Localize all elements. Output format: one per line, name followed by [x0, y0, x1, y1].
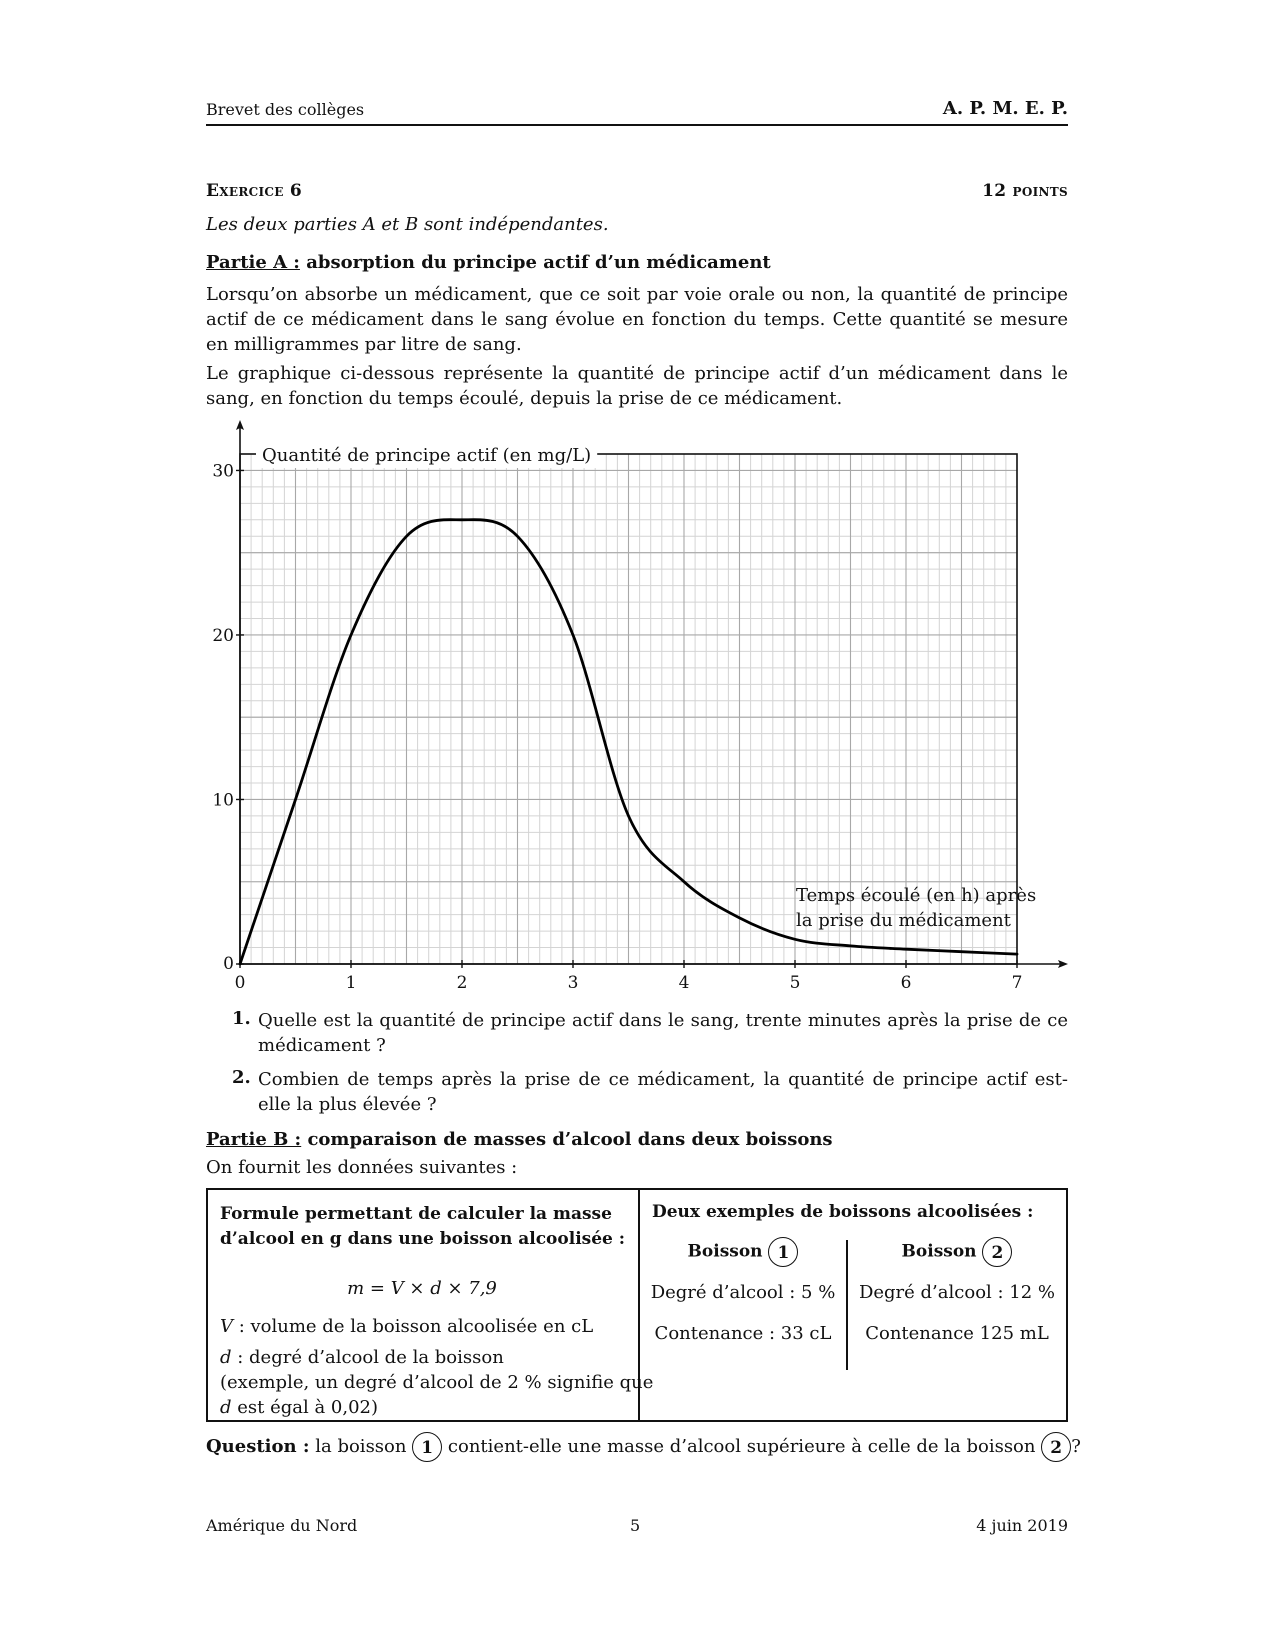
- formula-d-def: [220, 1347, 504, 1368]
- y-tick-label: 0: [223, 954, 234, 974]
- footer-right: 4 juin 2019: [976, 1516, 1068, 1535]
- drink-1-title: [640, 1237, 846, 1267]
- x-tick-label: 1: [345, 973, 357, 993]
- drink-2-number-badge: 2: [982, 1237, 1012, 1267]
- partB-question-label: Question :: [206, 1436, 310, 1457]
- partA-paragraph-2: Le graphique ci-dessous représente la quantité de principe actif d’un médicament dans le sang, en fonction du temps écoulé, depuis la prise de ce médicament.: [206, 363, 1068, 409]
- x-tick-label: 0: [234, 973, 246, 993]
- exercise-points: 12 points: [982, 181, 1068, 201]
- drink-2-label: Boisson: [901, 1241, 977, 1262]
- drink-1-number-badge: 1: [768, 1237, 798, 1267]
- y-tick-label: 10: [212, 790, 234, 811]
- footer-page-number: 5: [630, 1516, 641, 1535]
- partB-heading: [206, 1129, 833, 1150]
- drinks-heading: Deux exemples de boissons alcoolisées :: [652, 1202, 1034, 1222]
- exercise-title: Exercice 6: [206, 181, 302, 201]
- x-tick-label: 5: [789, 973, 801, 993]
- formula-v-def: [220, 1316, 593, 1337]
- partA-title: absorption du principe actif d’un médicament: [299, 252, 771, 273]
- drink-1-volume: Contenance : 33 cL: [654, 1323, 832, 1344]
- x-tick-label: 4: [678, 973, 690, 993]
- question-2-number: 2.: [232, 1067, 251, 1088]
- header-left: Brevet des collèges: [206, 100, 365, 119]
- x-tick-label: 3: [567, 973, 579, 993]
- drink-2-volume: Contenance 125 mL: [865, 1323, 1049, 1344]
- x-tick-label: 7: [1011, 973, 1023, 993]
- formula-example-end: [220, 1397, 378, 1418]
- header-right: A. P. M. E. P.: [942, 98, 1068, 119]
- footer-left: Amérique du Nord: [206, 1516, 358, 1535]
- question-1-text: Quelle est la quantité de principe actif dans le sang, trente minutes après la prise de ce médicament ?: [258, 1010, 1068, 1056]
- chart-xlabel-line1: Temps écoulé (en h) après: [796, 885, 1037, 906]
- formula: m = V × d × 7,9: [347, 1278, 497, 1299]
- chart-ylabel: Quantité de principe actif (en mg/L): [262, 445, 592, 466]
- drink-2-degree: Degré d’alcool : 12 %: [858, 1282, 1056, 1303]
- partA-paragraph-1: Lorsqu’on absorbe un médicament, que ce soit par voie orale ou non, la quantité de principe actif de ce médicament dans le sang évolue en fonction du temps. Cette quantité se mesure en milligrammes par litre de sang.: [206, 284, 1068, 355]
- chart-xlabel-line2: la prise du médicament: [796, 910, 1011, 931]
- partB-question-badge-1: 1: [412, 1432, 442, 1462]
- partB-question-text-1: la boisson: [309, 1436, 413, 1457]
- partB-question: [206, 1430, 1081, 1464]
- example-d-symbol: d: [220, 1397, 232, 1418]
- formula-heading: Formule permettant de calculer la masse d’alcool en g dans une boisson alcoolisée :: [220, 1204, 626, 1249]
- drink-1-label: Boisson: [687, 1241, 763, 1262]
- partB-title: comparaison de masses d’alcool dans deux boissons: [301, 1129, 833, 1150]
- partB-label: Partie B :: [206, 1129, 302, 1150]
- example-end-text: est égal à 0,02): [231, 1397, 379, 1418]
- d-definition: : degré d’alcool de la boisson: [231, 1347, 504, 1368]
- partB-question-badge-2: 2: [1041, 1432, 1071, 1462]
- y-tick-label: 30: [212, 461, 234, 482]
- v-symbol: V: [220, 1316, 233, 1337]
- exercise-intro: Les deux parties A et B sont indépendantes.: [206, 214, 609, 235]
- partB-question-text-3: ?: [1071, 1436, 1081, 1457]
- drink-2-title: [848, 1237, 1066, 1267]
- formula-example: (exemple, un degré d’alcool de 2 % signifie que: [220, 1372, 654, 1393]
- drink-1-degree: Degré d’alcool : 5 %: [650, 1282, 836, 1303]
- d-symbol: d: [220, 1347, 232, 1368]
- partB-question-text-2: contient-elle une masse d’alcool supérieure à celle de la boisson: [442, 1436, 1042, 1457]
- partB-intro: On fournit les données suivantes :: [206, 1157, 518, 1178]
- x-tick-label: 2: [456, 973, 468, 993]
- partA-label: Partie A :: [206, 252, 300, 273]
- v-definition: : volume de la boisson alcoolisée en cL: [233, 1316, 594, 1337]
- question-2-text: Combien de temps après la prise de ce médicament, la quantité de principe actif est-elle la plus élevée ?: [258, 1069, 1068, 1115]
- question-1-number: 1.: [232, 1008, 251, 1029]
- y-tick-label: 20: [212, 625, 234, 646]
- x-tick-label: 6: [900, 973, 912, 993]
